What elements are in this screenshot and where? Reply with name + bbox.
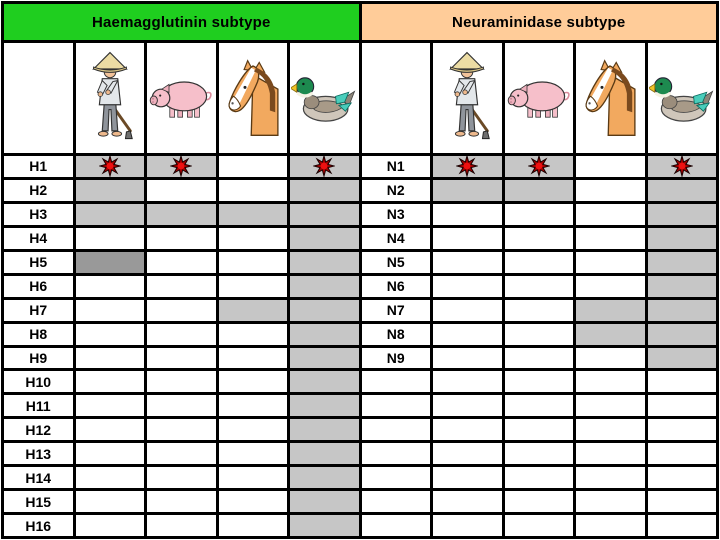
- cell-H16-pig: [147, 515, 216, 536]
- row-label-N2: N2: [362, 180, 431, 201]
- cell-H1-pig: [147, 156, 216, 177]
- row-label-H8: H8: [4, 324, 73, 345]
- cell-H16-duck: [290, 515, 359, 536]
- cell-H8-duck: [290, 324, 359, 345]
- cell-n-empty-14-farmer: [433, 467, 502, 488]
- cell-H9-duck: [290, 348, 359, 369]
- row-label-N3: N3: [362, 204, 431, 225]
- cell-H14-duck: [290, 467, 359, 488]
- row-label-N1: N1: [362, 156, 431, 177]
- cell-N7-horse: [576, 300, 645, 321]
- cell-H2-duck: [290, 180, 359, 201]
- cell-n-empty-15-duck: [648, 491, 717, 512]
- row-label-N6: N6: [362, 276, 431, 297]
- red-star-icon: [313, 156, 335, 177]
- cell-H14-farmer: [76, 467, 145, 488]
- n-empty-row-label: [362, 395, 431, 416]
- cell-H15-pig: [147, 491, 216, 512]
- farmer-icon: [438, 49, 496, 147]
- cell-N1-farmer: [433, 156, 502, 177]
- cell-n-empty-16-duck: [648, 515, 717, 536]
- row-label-H3: H3: [4, 204, 73, 225]
- cell-n-empty-15-farmer: [433, 491, 502, 512]
- cell-H12-duck: [290, 419, 359, 440]
- cell-N7-farmer: [433, 300, 502, 321]
- red-star-icon: [99, 156, 121, 177]
- horse-icon: [221, 57, 285, 139]
- cell-n-empty-10-pig: [505, 371, 574, 392]
- cell-n-empty-12-duck: [648, 419, 717, 440]
- row-label-H11: H11: [4, 395, 73, 416]
- cell-H2-horse: [219, 180, 288, 201]
- cell-H10-farmer: [76, 371, 145, 392]
- cell-N4-pig: [505, 228, 574, 249]
- cell-N8-pig: [505, 324, 574, 345]
- cell-H13-horse: [219, 443, 288, 464]
- cell-N8-duck: [648, 324, 717, 345]
- cell-n-empty-14-horse: [576, 467, 645, 488]
- cell-H12-pig: [147, 419, 216, 440]
- h-side-farmer-column-header: [76, 43, 145, 153]
- cell-N8-farmer: [433, 324, 502, 345]
- h-side-animal-row-corner: [4, 43, 73, 153]
- cell-H7-horse: [219, 300, 288, 321]
- cell-n-empty-10-farmer: [433, 371, 502, 392]
- cell-H15-duck: [290, 491, 359, 512]
- cell-n-empty-12-farmer: [433, 419, 502, 440]
- cell-N2-pig: [505, 180, 574, 201]
- subtype-host-table: [1, 1, 719, 539]
- cell-N4-farmer: [433, 228, 502, 249]
- row-label-N8: N8: [362, 324, 431, 345]
- cell-n-empty-13-duck: [648, 443, 717, 464]
- cell-N3-horse: [576, 204, 645, 225]
- cell-H8-pig: [147, 324, 216, 345]
- row-label-H16: H16: [4, 515, 73, 536]
- cell-n-empty-11-farmer: [433, 395, 502, 416]
- cell-N2-duck: [648, 180, 717, 201]
- red-star-icon: [528, 156, 550, 177]
- cell-H11-pig: [147, 395, 216, 416]
- cell-H3-pig: [147, 204, 216, 225]
- cell-N4-duck: [648, 228, 717, 249]
- cell-H6-duck: [290, 276, 359, 297]
- cell-n-empty-13-farmer: [433, 443, 502, 464]
- cell-N9-pig: [505, 348, 574, 369]
- cell-n-empty-11-duck: [648, 395, 717, 416]
- cell-H3-farmer: [76, 204, 145, 225]
- cell-H5-horse: [219, 252, 288, 273]
- cell-n-empty-11-horse: [576, 395, 645, 416]
- row-label-H14: H14: [4, 467, 73, 488]
- cell-H3-duck: [290, 204, 359, 225]
- cell-H2-pig: [147, 180, 216, 201]
- row-label-N5: N5: [362, 252, 431, 273]
- red-star-icon: [170, 156, 192, 177]
- row-label-H6: H6: [4, 276, 73, 297]
- cell-H3-horse: [219, 204, 288, 225]
- cell-H11-horse: [219, 395, 288, 416]
- row-label-H7: H7: [4, 300, 73, 321]
- n-empty-row-label: [362, 443, 431, 464]
- red-star-icon: [456, 156, 478, 177]
- cell-N3-pig: [505, 204, 574, 225]
- cell-H1-horse: [219, 156, 288, 177]
- cell-H8-horse: [219, 324, 288, 345]
- row-label-H4: H4: [4, 228, 73, 249]
- cell-H12-horse: [219, 419, 288, 440]
- cell-H6-farmer: [76, 276, 145, 297]
- n-side-horse-column-header: [576, 43, 645, 153]
- cell-H1-farmer: [76, 156, 145, 177]
- cell-N3-farmer: [433, 204, 502, 225]
- cell-n-empty-14-duck: [648, 467, 717, 488]
- cell-N5-farmer: [433, 252, 502, 273]
- cell-H1-duck: [290, 156, 359, 177]
- cell-n-empty-15-horse: [576, 491, 645, 512]
- cell-H14-horse: [219, 467, 288, 488]
- row-label-H15: H15: [4, 491, 73, 512]
- duck-icon: [291, 69, 357, 127]
- row-label-H1: H1: [4, 156, 73, 177]
- cell-N7-pig: [505, 300, 574, 321]
- cell-H9-farmer: [76, 348, 145, 369]
- cell-N6-pig: [505, 276, 574, 297]
- cell-N6-duck: [648, 276, 717, 297]
- cell-N2-farmer: [433, 180, 502, 201]
- neuraminidase-header: Neuraminidase subtype: [362, 4, 717, 40]
- cell-n-empty-14-pig: [505, 467, 574, 488]
- cell-n-empty-16-horse: [576, 515, 645, 536]
- row-label-H10: H10: [4, 371, 73, 392]
- n-side-pig-column-header: [505, 43, 574, 153]
- farmer-icon: [81, 49, 139, 147]
- row-label-H5: H5: [4, 252, 73, 273]
- cell-N6-farmer: [433, 276, 502, 297]
- cell-H11-duck: [290, 395, 359, 416]
- cell-H4-duck: [290, 228, 359, 249]
- cell-N9-horse: [576, 348, 645, 369]
- cell-H10-horse: [219, 371, 288, 392]
- cell-N2-horse: [576, 180, 645, 201]
- cell-H13-farmer: [76, 443, 145, 464]
- cell-N4-horse: [576, 228, 645, 249]
- cell-H15-farmer: [76, 491, 145, 512]
- pig-icon: [507, 75, 571, 121]
- cell-H13-duck: [290, 443, 359, 464]
- cell-H16-farmer: [76, 515, 145, 536]
- cell-H5-farmer: [76, 252, 145, 273]
- n-empty-row-label: [362, 419, 431, 440]
- row-label-H13: H13: [4, 443, 73, 464]
- cell-H9-pig: [147, 348, 216, 369]
- cell-H4-horse: [219, 228, 288, 249]
- cell-n-empty-11-pig: [505, 395, 574, 416]
- cell-n-empty-13-pig: [505, 443, 574, 464]
- cell-H2-farmer: [76, 180, 145, 201]
- row-label-N9: N9: [362, 348, 431, 369]
- n-empty-row-label: [362, 491, 431, 512]
- cell-H6-horse: [219, 276, 288, 297]
- row-label-H12: H12: [4, 419, 73, 440]
- n-empty-row-label: [362, 515, 431, 536]
- cell-N1-duck: [648, 156, 717, 177]
- row-label-H9: H9: [4, 348, 73, 369]
- n-side-animal-row-corner: [362, 43, 431, 153]
- cell-N9-farmer: [433, 348, 502, 369]
- horse-icon: [578, 57, 642, 139]
- cell-H6-pig: [147, 276, 216, 297]
- cell-n-empty-12-pig: [505, 419, 574, 440]
- cell-N8-horse: [576, 324, 645, 345]
- cell-N1-horse: [576, 156, 645, 177]
- cell-H7-farmer: [76, 300, 145, 321]
- cell-n-empty-15-pig: [505, 491, 574, 512]
- cell-N5-pig: [505, 252, 574, 273]
- row-label-N4: N4: [362, 228, 431, 249]
- cell-H10-duck: [290, 371, 359, 392]
- cell-H12-farmer: [76, 419, 145, 440]
- cell-H8-farmer: [76, 324, 145, 345]
- cell-N6-horse: [576, 276, 645, 297]
- cell-N9-duck: [648, 348, 717, 369]
- cell-H4-pig: [147, 228, 216, 249]
- n-empty-row-label: [362, 371, 431, 392]
- h-side-pig-column-header: [147, 43, 216, 153]
- cell-H7-duck: [290, 300, 359, 321]
- cell-N5-duck: [648, 252, 717, 273]
- cell-H16-horse: [219, 515, 288, 536]
- cell-H15-horse: [219, 491, 288, 512]
- cell-n-empty-13-horse: [576, 443, 645, 464]
- cell-n-empty-12-horse: [576, 419, 645, 440]
- n-side-duck-column-header: [648, 43, 717, 153]
- n-side-farmer-column-header: [433, 43, 502, 153]
- haemagglutinin-header: Haemagglutinin subtype: [4, 4, 359, 40]
- pig-icon: [149, 75, 213, 121]
- n-empty-row-label: [362, 467, 431, 488]
- row-label-H2: H2: [4, 180, 73, 201]
- cell-H10-pig: [147, 371, 216, 392]
- cell-N7-duck: [648, 300, 717, 321]
- h-side-duck-column-header: [290, 43, 359, 153]
- row-label-N7: N7: [362, 300, 431, 321]
- cell-H9-horse: [219, 348, 288, 369]
- duck-icon: [649, 69, 715, 127]
- cell-n-empty-10-duck: [648, 371, 717, 392]
- cell-H13-pig: [147, 443, 216, 464]
- cell-n-empty-16-farmer: [433, 515, 502, 536]
- cell-H11-farmer: [76, 395, 145, 416]
- cell-N1-pig: [505, 156, 574, 177]
- cell-n-empty-10-horse: [576, 371, 645, 392]
- cell-H5-duck: [290, 252, 359, 273]
- cell-N3-duck: [648, 204, 717, 225]
- cell-H14-pig: [147, 467, 216, 488]
- cell-H4-farmer: [76, 228, 145, 249]
- cell-H7-pig: [147, 300, 216, 321]
- h-side-horse-column-header: [219, 43, 288, 153]
- cell-N5-horse: [576, 252, 645, 273]
- red-star-icon: [671, 156, 693, 177]
- cell-n-empty-16-pig: [505, 515, 574, 536]
- cell-H5-pig: [147, 252, 216, 273]
